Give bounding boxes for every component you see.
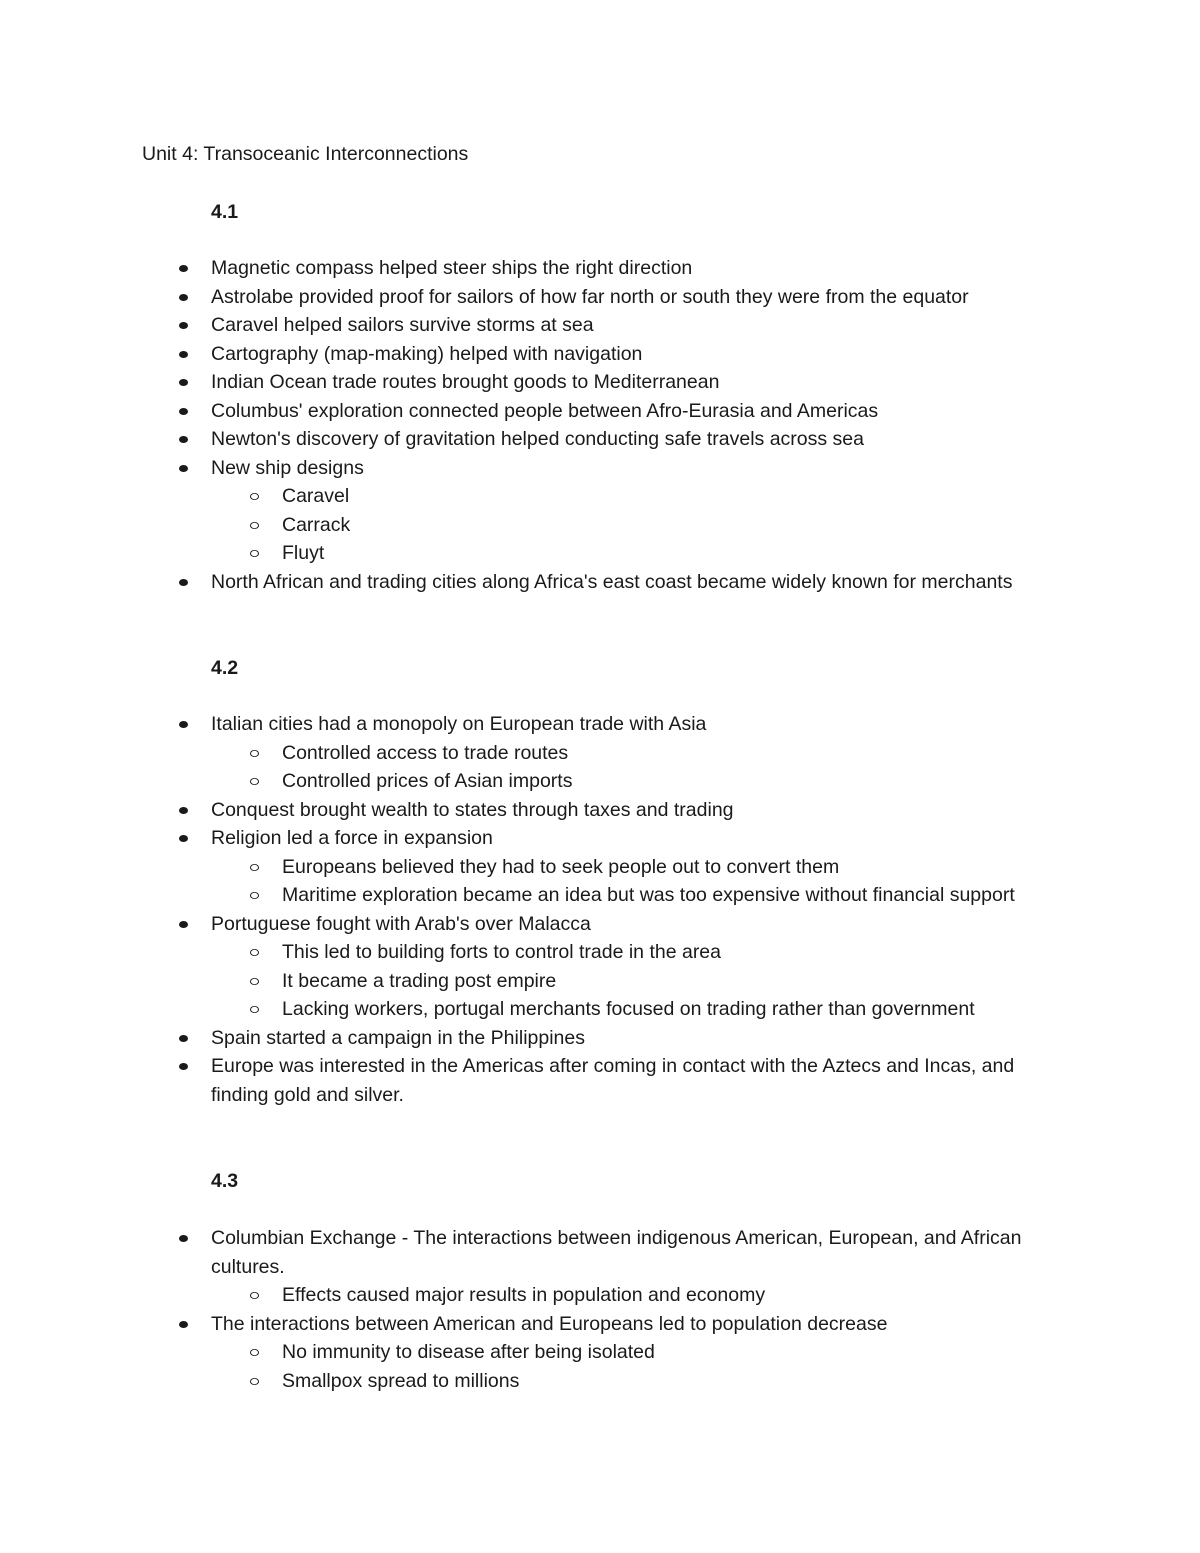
list-item	[0, 283, 1061, 312]
sub-list-item-text: It became a trading post empire	[282, 969, 557, 992]
bullet-dot-icon	[179, 407, 188, 414]
bullet-circle-icon	[250, 550, 259, 557]
bullet-dot-icon	[179, 1235, 188, 1242]
bullet-circle-icon	[250, 749, 259, 756]
list-item	[0, 254, 1061, 283]
bullet-dot-icon	[179, 578, 188, 585]
bullet-dot-icon	[179, 1034, 188, 1041]
bullet-circle-icon	[250, 1377, 259, 1384]
sub-list-item	[0, 767, 1062, 796]
section-heading-4-2: 4.2	[211, 657, 239, 679]
bullet-circle-icon	[250, 521, 259, 528]
bullet-dot-icon	[179, 835, 188, 842]
list-item	[0, 568, 1061, 597]
bullet-dot-icon	[179, 350, 188, 357]
section-heading-4-3: 4.3	[211, 1170, 239, 1192]
sub-list-item-text: Lacking workers, portugal merchants focused on trading rather than government	[282, 998, 975, 1020]
bullet-circle-icon	[250, 949, 259, 956]
sub-list-item	[0, 967, 1062, 996]
list-item-text: Columbus' exploration connected people between Afro-Eurasia and Americas	[211, 399, 879, 422]
sub-list-item-text: Europeans believed they had to seek people out to convert them	[282, 855, 840, 878]
sub-list-item	[0, 511, 1062, 540]
list-item-text: Cartography (map-making) helped with navigation	[211, 342, 643, 365]
list-item	[0, 710, 1061, 739]
bullet-circle-icon	[250, 1292, 259, 1299]
bullet-dot-icon	[179, 464, 188, 471]
section-heading-4-1: 4.1	[211, 201, 239, 223]
sub-list-item-text: No immunity to disease after being isolated	[282, 1341, 655, 1363]
list-item-text: Conquest brought wealth to states through taxes and trading	[211, 798, 734, 821]
list-item	[0, 796, 1061, 825]
sub-list-item	[0, 853, 1062, 882]
list-item-text: Caravel helped sailors survive storms at sea	[211, 314, 594, 336]
list-item-text: New ship designs	[211, 456, 364, 479]
sub-list-item	[0, 739, 1062, 768]
list-item	[0, 1310, 1061, 1339]
section-list-4-3	[0, 1224, 1200, 1395]
list-item-text: Newton's discovery of gravitation helped conducting safe travels across sea	[211, 428, 864, 450]
sub-list-item-text: Carrack	[282, 513, 351, 536]
sub-list-item	[0, 1281, 1062, 1310]
list-item	[0, 454, 1061, 483]
bullet-circle-icon	[250, 778, 259, 785]
bullet-dot-icon	[179, 436, 188, 443]
sub-list-item	[0, 881, 1062, 910]
list-item-text: Italian cities had a monopoly on European trade with Asia	[211, 713, 707, 735]
bullet-dot-icon	[179, 1320, 188, 1327]
bullet-circle-icon	[250, 892, 259, 899]
list-item	[0, 397, 1061, 426]
list-item	[0, 340, 1061, 369]
sub-list-item	[0, 482, 1062, 511]
sub-list-item-text: Controlled prices of Asian imports	[282, 770, 573, 792]
list-item	[0, 1024, 1061, 1053]
bullet-dot-icon	[179, 293, 188, 300]
list-item-text: North African and trading cities along Africa's east coast became widely known for merchants	[211, 570, 1013, 593]
bullet-circle-icon	[250, 1006, 259, 1013]
list-item-text: Magnetic compass helped steer ships the right direction	[211, 257, 693, 279]
sub-list-item-text: Controlled access to trade routes	[282, 741, 569, 764]
list-item	[0, 824, 1061, 853]
bullet-dot-icon	[179, 1063, 188, 1070]
list-item	[0, 910, 1061, 939]
document-title: Unit 4: Transoceanic Interconnections	[142, 143, 469, 165]
bullet-dot-icon	[179, 265, 188, 272]
list-item-text: Columbian Exchange - The interactions between indigenous American, European, and African cultures.	[211, 1227, 1022, 1278]
bullet-circle-icon	[250, 977, 259, 984]
list-item	[0, 368, 1061, 397]
list-item	[0, 1224, 1061, 1281]
sub-list-item	[0, 539, 1062, 568]
bullet-circle-icon	[250, 1349, 259, 1356]
sub-list-item-text: Caravel	[282, 485, 350, 507]
list-item	[0, 425, 1061, 454]
list-item-text: Europe was interested in the Americas after coming in contact with the Aztecs and Incas, and finding gold and silver.	[211, 1055, 1015, 1106]
list-item-text: The interactions between American and Europeans led to population decrease	[211, 1312, 888, 1335]
bullet-circle-icon	[250, 493, 259, 500]
sub-list-item	[0, 1367, 1062, 1396]
list-item-text: Religion led a force in expansion	[211, 827, 493, 849]
sub-list-item	[0, 938, 1062, 967]
list-item-text: Portuguese fought with Arab's over Malacca	[211, 912, 591, 935]
bullet-dot-icon	[179, 322, 188, 329]
list-item	[0, 1052, 1061, 1109]
bullet-dot-icon	[179, 806, 188, 813]
list-item	[0, 311, 1061, 340]
section-list-4-1	[0, 254, 1200, 596]
sub-list-item	[0, 995, 1072, 1024]
sub-list-item-text: Effects caused major results in population and economy	[282, 1284, 766, 1306]
section-list-4-2	[0, 710, 1200, 1109]
bullet-dot-icon	[179, 721, 188, 728]
sub-list-item	[0, 1338, 1062, 1367]
bullet-dot-icon	[179, 920, 188, 927]
sub-list-item-text: Smallpox spread to millions	[282, 1369, 520, 1392]
bullet-dot-icon	[179, 379, 188, 386]
list-item-text: Indian Ocean trade routes brought goods to Mediterranean	[211, 371, 720, 393]
sub-list-item-text: This led to building forts to control trade in the area	[282, 941, 721, 963]
bullet-circle-icon	[250, 863, 259, 870]
list-item-text: Spain started a campaign in the Philippines	[211, 1026, 585, 1049]
sub-list-item-text: Maritime exploration became an idea but was too expensive without financial support	[282, 884, 1015, 906]
list-item-text: Astrolabe provided proof for sailors of how far north or south they were from the equator	[211, 285, 969, 308]
sub-list-item-text: Fluyt	[282, 542, 325, 564]
